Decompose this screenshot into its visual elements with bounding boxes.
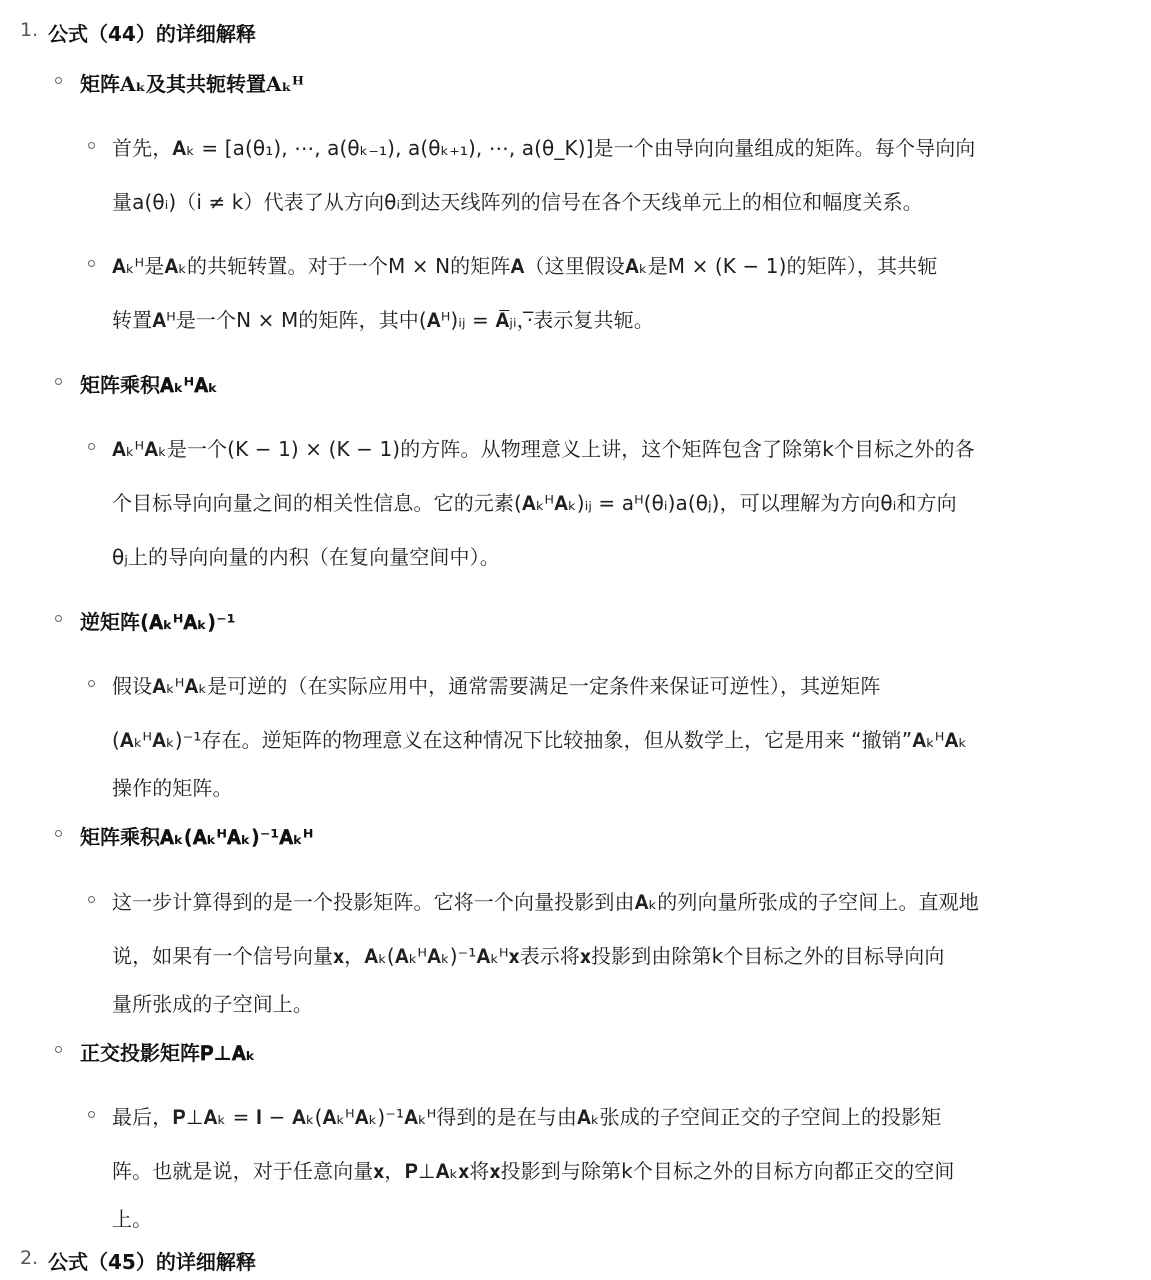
paragraph-line: 量所张成的子空间上。 (112, 992, 313, 1016)
paragraph-line: 首先，𝐀ₖ = [a(θ₁), ⋯, a(θₖ₋₁), a(θₖ₊₁), ⋯, a(θ_K)]是一个由导向向量组成的矩阵。每个导向向 (112, 136, 976, 160)
paragraph-line: 转置𝐀ᴴ是一个N × M的矩阵，其中(𝐀ᴴ)ᵢⱼ = 𝐀̅ⱼᵢ，·̅表示复共轭。 (112, 308, 654, 332)
paragraph-line: 操作的矩阵。 (112, 776, 233, 800)
bullet (55, 77, 62, 84)
paragraph-line: 个目标导向向量之间的相关性信息。它的元素(𝐀ₖᴴ𝐀ₖ)ᵢⱼ = aᴴ(θᵢ)a(θⱼ)，可以理解为方向θᵢ和方向 (112, 491, 957, 515)
bullet (55, 378, 62, 385)
paragraph-line: (𝐀ₖᴴ𝐀ₖ)⁻¹存在。逆矩阵的物理意义在这种情况下比较抽象，但从数学上，它是用来 “撤销”𝐀ₖᴴ𝐀ₖ (112, 728, 968, 752)
bullet (88, 142, 95, 149)
bullet (55, 830, 62, 837)
bullet (88, 443, 95, 450)
bullet (88, 680, 95, 687)
paragraph-line: 这一步计算得到的是一个投影矩阵。它将一个向量投影到由𝐀ₖ的列向量所张成的子空间上。直观地 (112, 890, 979, 914)
paragraph-line: 假设𝐀ₖᴴ𝐀ₖ是可逆的（在实际应用中，通常需要满足一定条件来保证可逆性），其逆矩阵 (112, 674, 881, 698)
paragraph-line: θⱼ上的导向向量的内积（在复向量空间中）。 (112, 545, 500, 569)
section-title: 公式（45）的详细解释 (48, 1250, 256, 1274)
list-number: 1. (20, 19, 39, 41)
list-number: 2. (20, 1247, 39, 1269)
paragraph-line: 说，如果有一个信号向量𝐱，𝐀ₖ(𝐀ₖᴴ𝐀ₖ)⁻¹𝐀ₖᴴ𝐱表示将𝐱投影到由除第k个目标之外的目标导向向 (112, 944, 945, 968)
section-title: 公式（44）的详细解释 (48, 22, 256, 46)
bullet (55, 1046, 62, 1053)
subsection-heading: 矩阵乘积𝐀ₖ(𝐀ₖᴴ𝐀ₖ)⁻¹𝐀ₖᴴ (80, 825, 314, 849)
paragraph-line: 量a(θᵢ)（i ≠ k）代表了从方向θᵢ到达天线阵列的信号在各个天线单元上的相位和幅度关系。 (112, 190, 923, 214)
paragraph-line: 𝐀ₖᴴ𝐀ₖ是一个(K − 1) × (K − 1)的方阵。从物理意义上讲，这个矩阵包含了除第k个目标之外的各 (112, 437, 975, 461)
paragraph-line: 阵。也就是说，对于任意向量𝐱，𝐏⊥𝐀ₖ𝐱将𝐱投影到与除第k个目标之外的目标方向都正交的空间 (112, 1159, 955, 1183)
subsection-heading: 正交投影矩阵𝐏⊥𝐀ₖ (80, 1041, 256, 1065)
bullet (88, 896, 95, 903)
paragraph-line: 𝐀ₖᴴ是𝐀ₖ的共轭转置。对于一个M × N的矩阵𝐀（这里假设𝐀ₖ是M × (K − 1)的矩阵），其共轭 (112, 254, 938, 278)
bullet (88, 1111, 95, 1118)
subsection-heading: 矩阵𝐀ₖ及其共轭转置𝐀ₖᴴ (80, 72, 304, 96)
subsection-heading: 逆矩阵(𝐀ₖᴴ𝐀ₖ)⁻¹ (80, 610, 236, 634)
subsection-heading: 矩阵乘积𝐀ₖᴴ𝐀ₖ (80, 373, 218, 397)
bullet (88, 260, 95, 267)
paragraph-line: 上。 (112, 1207, 153, 1231)
paragraph-line: 最后，𝐏⊥𝐀ₖ = 𝐈 − 𝐀ₖ(𝐀ₖᴴ𝐀ₖ)⁻¹𝐀ₖᴴ得到的是在与由𝐀ₖ张成的子空间正交的子空间上的投影矩 (112, 1105, 942, 1129)
bullet (55, 615, 62, 622)
